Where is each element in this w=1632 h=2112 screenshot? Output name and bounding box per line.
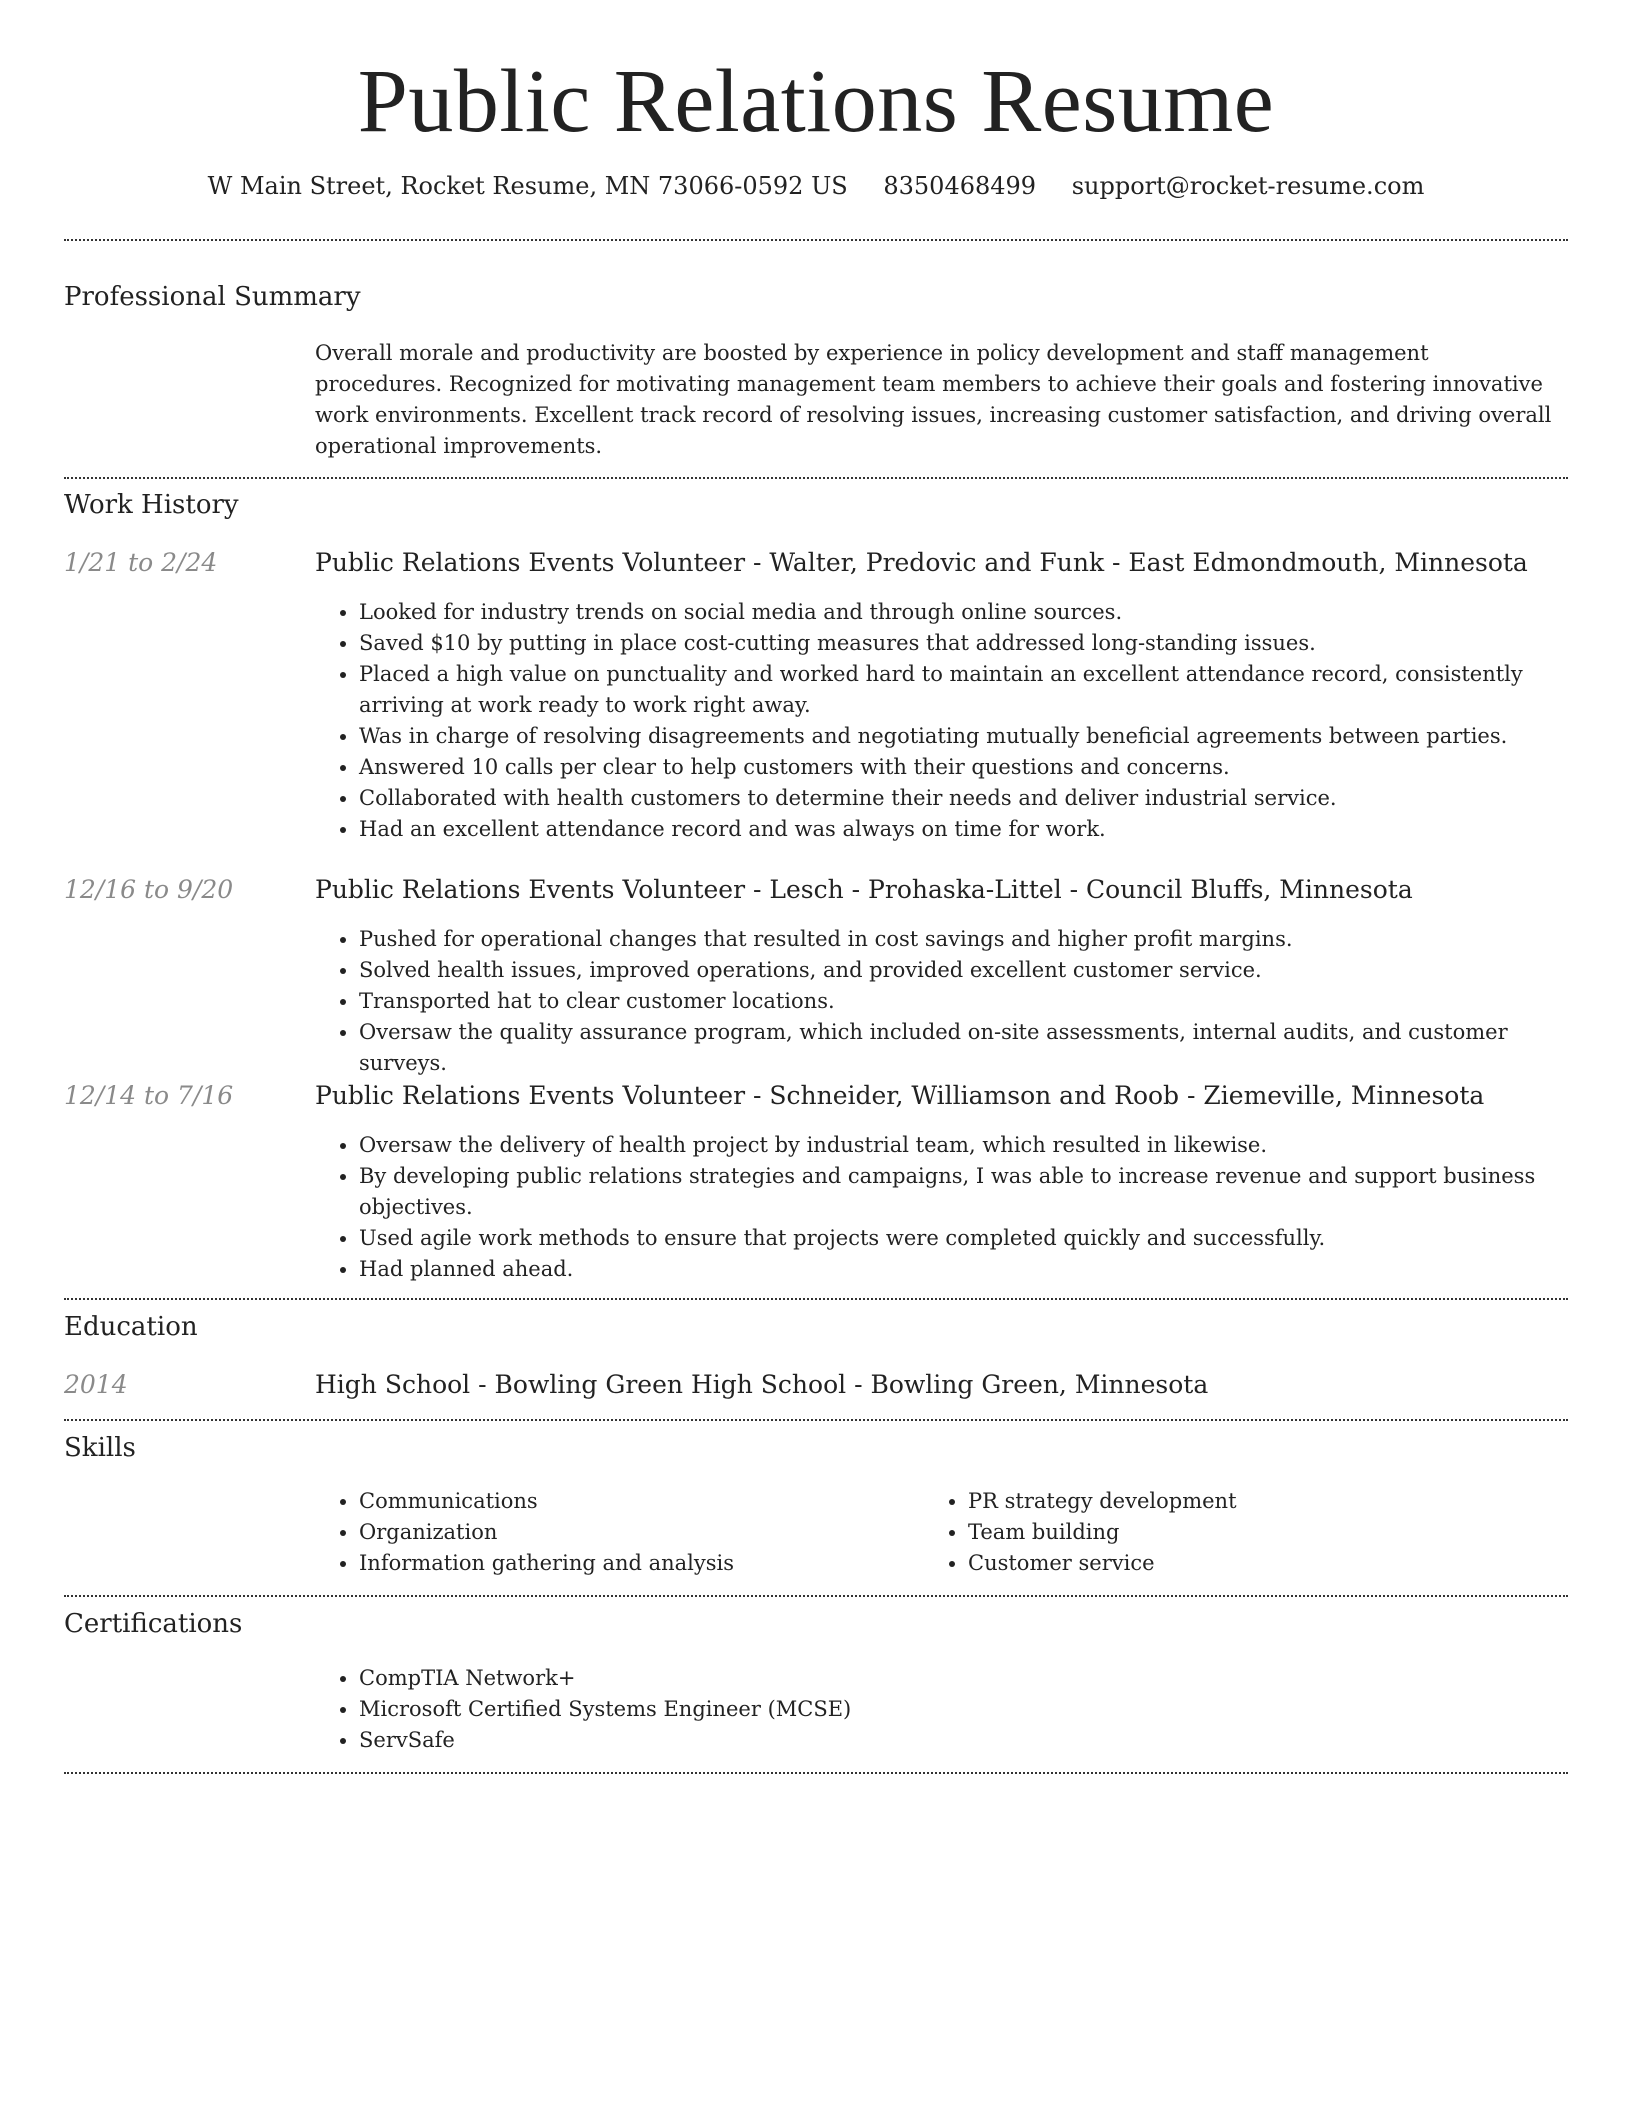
- skills-list-right: [924, 1486, 1524, 1579]
- job-bullets: [315, 597, 1565, 845]
- skill-item: • Information gathering and analysis: [359, 1548, 915, 1579]
- job-bullet: • Collaborated with health customers to determine their needs and deliver industrial service.: [359, 783, 1565, 814]
- section-title-certifications: Certifications: [64, 1609, 243, 1639]
- job-bullet: • Was in charge of resolving disagreements and negotiating mutually beneficial agreements between parties.: [359, 721, 1565, 752]
- job-title: Public Relations Events Volunteer - Walter, Predovic and Funk - East Edmondmouth, Minnesota: [315, 548, 1528, 577]
- skill-item: • Communications: [359, 1486, 915, 1517]
- divider: [64, 1772, 1568, 1774]
- resume-name: Public Relations Resume: [357, 52, 1275, 151]
- job-title: Public Relations Events Volunteer - Schneider, Williamson and Roob - Ziemeville, Minnesota: [315, 1081, 1485, 1110]
- skill-item: • Team building: [968, 1517, 1524, 1548]
- skills-list-left: [315, 1486, 915, 1579]
- job-dates: 12/14 to 7/16: [64, 1081, 234, 1110]
- job-bullet: • Oversaw the quality assurance program, which included on-site assessments, internal audits, and customer surveys.: [359, 1017, 1565, 1079]
- job-bullet: • Transported hat to clear customer locations.: [359, 986, 1565, 1017]
- education-date: 2014: [64, 1370, 128, 1399]
- divider: [64, 239, 1568, 241]
- education-entry: High School - Bowling Green High School - Bowling Green, Minnesota: [315, 1370, 1209, 1399]
- job-dates: 12/16 to 9/20: [64, 875, 234, 904]
- job-dates: 1/21 to 2/24: [64, 548, 218, 577]
- job-title: Public Relations Events Volunteer - Lesch - Prohaska-Littel - Council Bluffs, Minnesota: [315, 875, 1413, 904]
- contact-phone: 8350468499: [883, 172, 1037, 200]
- section-title-education: Education: [64, 1312, 198, 1342]
- section-title-work: Work History: [64, 490, 239, 520]
- divider: [64, 477, 1568, 479]
- certifications-list: [315, 1663, 1565, 1756]
- job-bullet: • Saved $10 by putting in place cost-cutting measures that addressed long-standing issues.: [359, 628, 1565, 659]
- summary-text: Overall morale and productivity are boosted by experience in policy development and staff management procedures. Recognized for motivating management team members to achieve their goals and fostering innovative work environments. Excellent track record of resolving issues, increasing customer satisfaction, and driving overall operational improvements.: [315, 341, 1552, 458]
- job-bullet: • Solved health issues, improved operations, and provided excellent customer service.: [359, 955, 1565, 986]
- job-bullet: • Placed a high value on punctuality and worked hard to maintain an excellent attendance record, consistently arriving at work ready to work right away.: [359, 659, 1565, 721]
- job-bullet: • Used agile work methods to ensure that projects were completed quickly and successfully.: [359, 1223, 1565, 1254]
- job-bullets: [315, 1130, 1565, 1285]
- certification-item: • ServSafe: [359, 1725, 1565, 1756]
- divider: [64, 1298, 1568, 1300]
- skill-item: • Customer service: [968, 1548, 1524, 1579]
- job-bullet: • Answered 10 calls per clear to help customers with their questions and concerns.: [359, 752, 1565, 783]
- certification-item: • Microsoft Certified Systems Engineer (MCSE): [359, 1694, 1565, 1725]
- section-title-summary: Professional Summary: [64, 282, 361, 312]
- contact-line: [0, 170, 1632, 202]
- job-bullet: • Had an excellent attendance record and was always on time for work.: [359, 814, 1565, 845]
- job-bullet: • Oversaw the delivery of health project by industrial team, which resulted in likewise.: [359, 1130, 1565, 1161]
- job-bullet: • Looked for industry trends on social media and through online sources.: [359, 597, 1565, 628]
- divider: [64, 1595, 1568, 1597]
- job-bullet: • By developing public relations strategies and campaigns, I was able to increase revenue and support business objectives.: [359, 1161, 1565, 1223]
- contact-address: W Main Street, Rocket Resume, MN 73066-0592 US: [207, 172, 848, 200]
- job-bullet: • Had planned ahead.: [359, 1254, 1565, 1285]
- divider: [64, 1419, 1568, 1421]
- job-bullet: • Pushed for operational changes that resulted in cost savings and higher profit margins.: [359, 924, 1565, 955]
- job-bullets: [315, 924, 1565, 1079]
- contact-email: support@rocket-resume.com: [1071, 172, 1425, 200]
- skill-item: • Organization: [359, 1517, 915, 1548]
- skill-item: • PR strategy development: [968, 1486, 1524, 1517]
- section-title-skills: Skills: [64, 1433, 136, 1463]
- certification-item: • CompTIA Network+: [359, 1663, 1565, 1694]
